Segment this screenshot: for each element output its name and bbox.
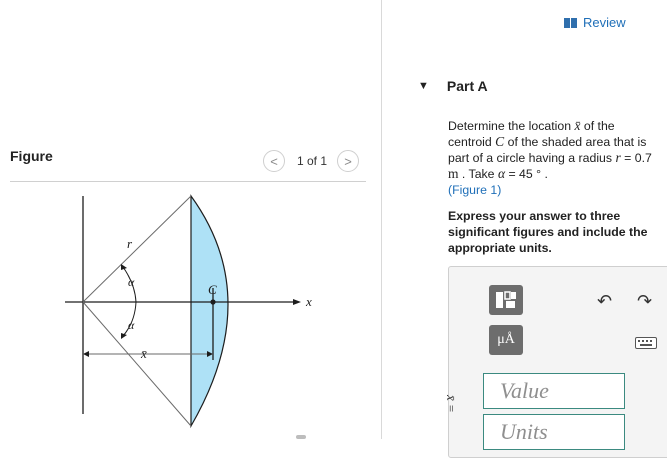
q-text-5: . Take bbox=[458, 167, 498, 181]
figure-pager bbox=[263, 150, 359, 172]
question-pane bbox=[382, 0, 667, 444]
shaded-area bbox=[191, 196, 228, 426]
pager-text: 1 of 1 bbox=[297, 154, 328, 168]
label-centroid: C bbox=[208, 282, 217, 297]
units-button[interactable] bbox=[489, 325, 523, 355]
mu-angstrom-icon: μÅ bbox=[497, 332, 515, 347]
radius-bottom bbox=[83, 302, 191, 426]
q-xbar: x̄ bbox=[574, 118, 581, 133]
q-text-2: of the centroid bbox=[448, 119, 615, 149]
answer-instruction: Express your answer to three significant figures and include the appropriate units. bbox=[448, 209, 648, 255]
q-r: r bbox=[615, 150, 621, 165]
prev-figure-button[interactable] bbox=[263, 150, 285, 172]
chevron-left-icon: < bbox=[270, 153, 278, 169]
xbar-arrow-left bbox=[83, 351, 89, 357]
angle-arrow-bottom bbox=[121, 333, 127, 339]
figure-link[interactable]: (Figure 1) bbox=[448, 183, 502, 197]
question-text bbox=[448, 118, 653, 198]
q-alpha: α bbox=[497, 166, 506, 181]
label-x-axis: x bbox=[306, 294, 312, 309]
radius-top bbox=[83, 196, 191, 302]
review-link[interactable] bbox=[564, 15, 626, 30]
answer-box bbox=[444, 266, 667, 458]
units-input[interactable]: Units bbox=[483, 414, 625, 450]
label-alpha-bottom: α bbox=[128, 318, 135, 332]
chevron-right-icon: > bbox=[344, 153, 352, 169]
q-text-6: = 45 ° . bbox=[505, 167, 548, 181]
q-text-1: Determine the location bbox=[448, 119, 575, 133]
centroid-figure bbox=[55, 186, 325, 436]
template-icon bbox=[494, 289, 518, 311]
value-input[interactable]: Value bbox=[483, 373, 625, 409]
collapse-caret-icon[interactable]: ▼ bbox=[418, 80, 429, 92]
q-text-4: = 0.7 bbox=[620, 151, 652, 165]
keyboard-icon[interactable] bbox=[635, 337, 657, 349]
redo-icon[interactable]: ↷ bbox=[637, 291, 653, 311]
part-a-header[interactable] bbox=[418, 78, 488, 94]
part-title: Part A bbox=[446, 78, 488, 94]
label-x-bar: x̄ bbox=[141, 346, 147, 361]
q-text-3: of the shaded area that is part of a circle having a radius bbox=[448, 135, 647, 165]
book-icon bbox=[564, 18, 577, 28]
scroll-indicator bbox=[296, 435, 306, 439]
q-C: C bbox=[495, 134, 505, 149]
centroid-point bbox=[210, 299, 215, 304]
q-unit-m: m bbox=[448, 166, 459, 181]
next-figure-button[interactable] bbox=[337, 150, 359, 172]
review-label: Review bbox=[583, 15, 626, 30]
label-alpha-top: α bbox=[128, 275, 135, 289]
label-r: r bbox=[127, 236, 133, 251]
x-axis-arrow bbox=[293, 299, 301, 305]
figure-label: Figure bbox=[10, 148, 53, 164]
figure-divider bbox=[10, 181, 366, 182]
template-button[interactable] bbox=[489, 285, 523, 315]
answer-label: x̄ = bbox=[444, 395, 459, 413]
undo-icon[interactable]: ↶ bbox=[597, 291, 613, 311]
